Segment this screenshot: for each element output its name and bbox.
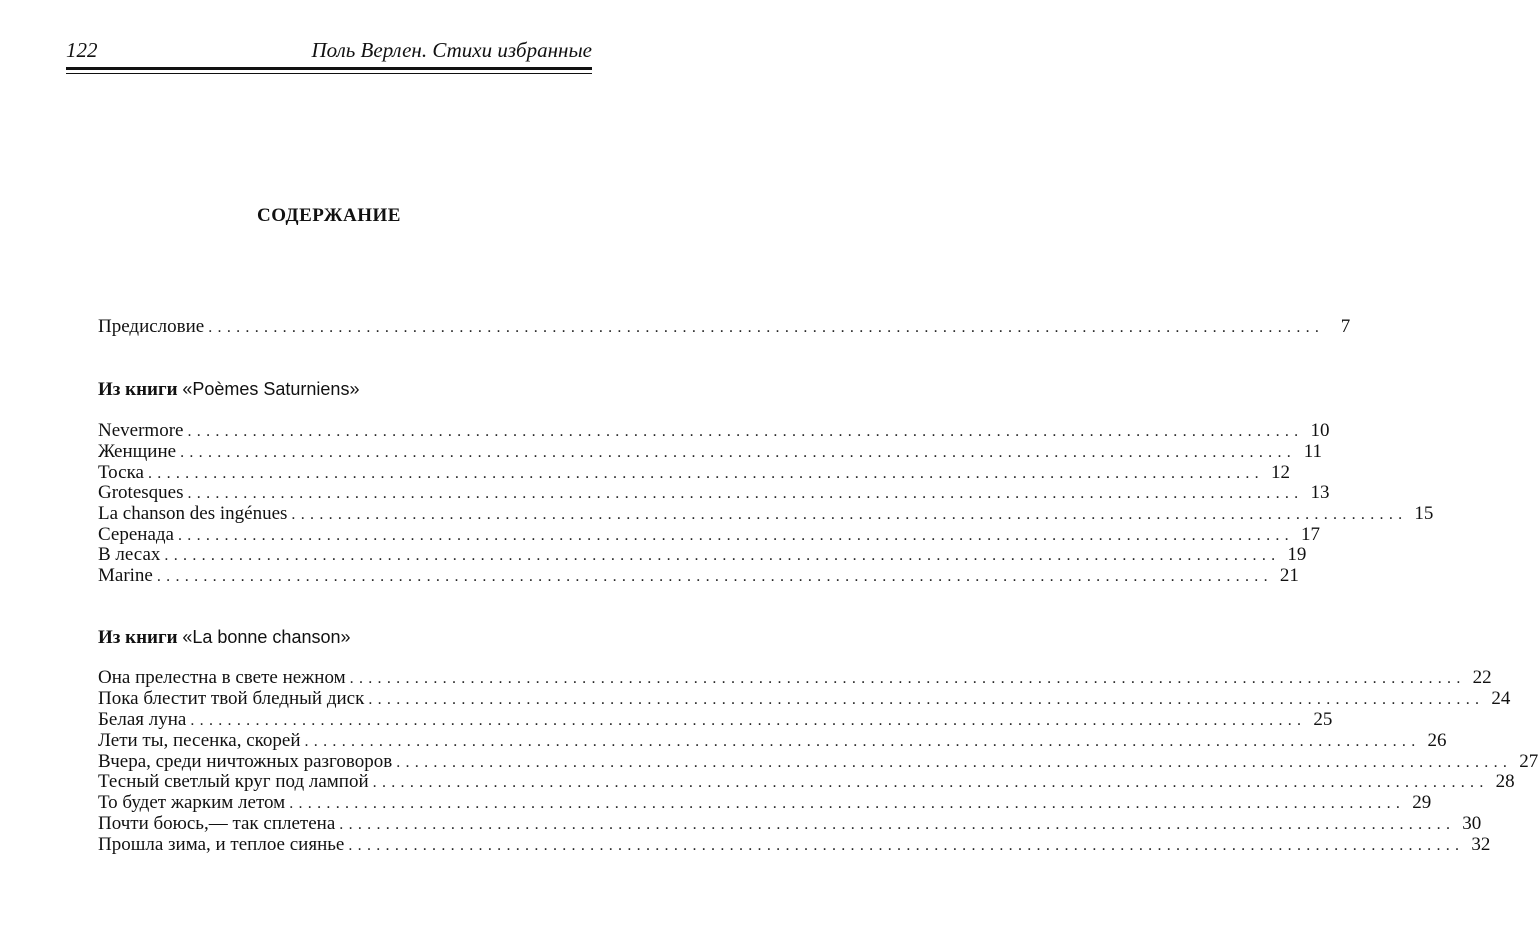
toc-entry-title: Вчера, среди ничтожных разговоров [98,751,393,772]
section-heading-prefix: Из книги [98,379,183,400]
dot-leader: ........................................................................................................................ [180,444,1297,461]
toc-entry-page: 24 [1491,688,1511,709]
toc-entry-title: Marine [98,565,153,586]
toc-entry-page: 17 [1300,524,1320,545]
toc-entry [98,524,1320,545]
toc-entry-page: 10 [1310,420,1330,441]
book-title: Поль Верлен. Стихи избранные [311,38,592,62]
toc-entry-title: Тоска [98,462,144,483]
section-heading-book: «Poèmes Saturniens» [182,379,360,399]
toc-entry [98,709,1333,730]
header-rule-thick [66,67,592,70]
dot-leader: ........................................................................................................................ [339,816,1456,833]
toc-entry-title: Предисловие [98,316,205,337]
toc-entry-page: 26 [1427,730,1447,751]
contents-title: СОДЕРЖАНИЕ [257,205,401,226]
dot-leader: ........................................................................................................................ [156,568,1273,585]
toc-entry [98,730,1447,751]
toc-entry [98,792,1432,813]
toc-entry-page: 32 [1471,834,1491,855]
section-heading-prefix: Из книги [98,627,183,648]
dot-leader: ........................................................................................................................ [147,465,1264,482]
toc-entry [98,771,1515,792]
toc-entry [98,544,1307,565]
toc-entry-title: Почти боюсь,— так сплетена [98,813,336,834]
toc-entry [98,565,1299,586]
toc-entry [98,462,1290,483]
toc-entry-page: 21 [1279,565,1299,586]
dot-leader: ........................................................................................................................ [164,547,1281,564]
toc-entry-page: 30 [1462,813,1482,834]
toc-entry [98,813,1482,834]
section-heading [98,626,592,649]
section-heading-book: «La bonne chanson» [182,627,351,647]
toc-entry-title: Лети ты, песенка, скорей [98,730,301,751]
toc-entry-page: 28 [1495,771,1515,792]
toc-entry-page: 19 [1287,544,1307,565]
toc-entry-page: 7 [1340,316,1351,337]
dot-leader: ........................................................................................................................ [190,712,1307,729]
dot-leader: ........................................................................................................................ [349,670,1466,687]
toc-entry-title: Серенада [98,524,174,545]
toc-entry-page: 29 [1412,792,1432,813]
dot-leader: ........................................................................................................................ [372,774,1489,791]
toc-entry [98,751,1538,772]
running-head [66,38,592,62]
dot-leader: ........................................................................................................................ [396,754,1513,771]
toc-entry [98,441,1323,462]
header-rule-thin [66,73,592,74]
toc-entry-page: 22 [1472,667,1492,688]
toc-entry-title: Прошла зима, и теплое сиянье [98,834,345,855]
toc-entry-page: 27 [1519,751,1538,772]
toc-entry [98,834,1491,855]
dot-leader: ........................................................................................................................ [348,837,1465,854]
toc-entry-page: 12 [1270,462,1290,483]
dot-leader: ........................................................................................................................ [187,485,1304,502]
toc-entry-page: 11 [1303,441,1323,462]
dot-leader: ........................................................................................................................ [289,795,1406,812]
section-heading [98,378,592,401]
toc-entry [98,482,1330,503]
toc-entry-page: 15 [1414,503,1434,524]
toc-entry-title: Она прелестна в свете нежном [98,667,346,688]
toc-entry [98,688,1511,709]
page-number: 122 [66,38,98,62]
dot-leader: ........................................................................................................................ [304,733,1421,750]
toc-entry [98,667,1492,688]
toc-entry-title: Grotesques [98,482,184,503]
toc-entry [98,503,1434,524]
toc-entry-title: Пока блестит твой бледный диск [98,688,365,709]
toc-entry-preface [98,316,1351,337]
toc-entry-title: В лесах [98,544,161,565]
toc-entry-title: Женщине [98,441,177,462]
dot-leader: ........................................................................................................................ [291,506,1408,523]
toc-entry-page: 13 [1310,482,1330,503]
dot-leader: ........................................................................................................................ [368,691,1485,708]
toc-entry-title: Белая луна [98,709,187,730]
dot-leader: ........................................................................................................................ [208,319,1325,336]
toc-entry [98,420,1330,441]
toc-entry-title: Nevermore [98,420,184,441]
toc-entry-page: 25 [1313,709,1333,730]
toc-entry-title: То будет жарким летом [98,792,286,813]
dot-leader: ........................................................................................................................ [187,423,1304,440]
toc-entry-title: Тесный светлый круг под лампой [98,771,369,792]
toc-entry-title: La chanson des ingénues [98,503,288,524]
dot-leader: ........................................................................................................................ [177,527,1294,544]
